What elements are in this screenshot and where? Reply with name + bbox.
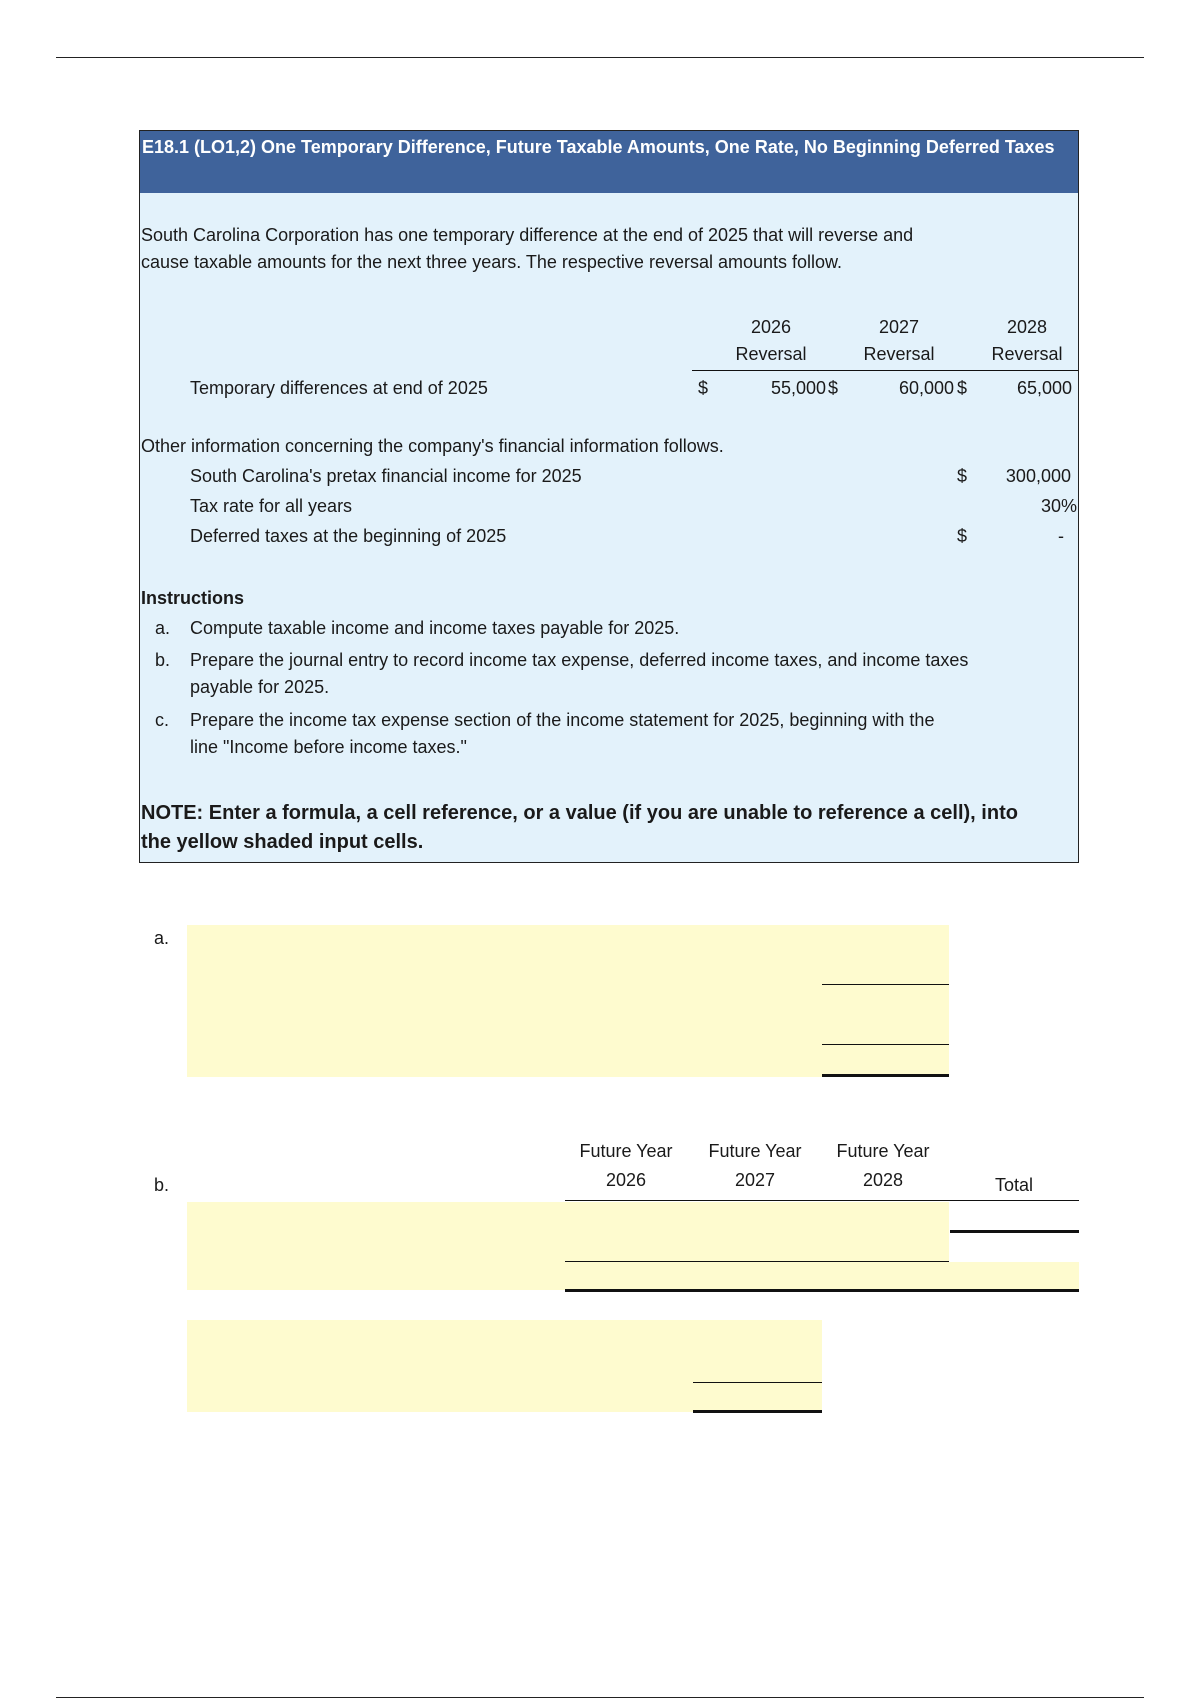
instruction-b-line-1: Prepare the journal entry to record income tax expense, deferred income taxes, and income taxes — [190, 650, 969, 670]
other-info-value-taxrate: 30% — [1040, 496, 1077, 516]
reversal-row-label: Temporary differences at end of 2025 — [190, 378, 488, 398]
problem-box — [139, 130, 1079, 863]
other-info-label-deferred: Deferred taxes at the beginning of 2025 — [190, 526, 507, 546]
part-b-col-2027-line-2: 2027 — [734, 1170, 776, 1190]
other-info-value-pretax: 300,000 — [1005, 466, 1071, 486]
instruction-b-line-2: payable for 2025. — [190, 677, 330, 697]
other-info-label-pretax: South Carolina's pretax financial income for 2025 — [190, 466, 582, 486]
top-rule — [56, 57, 1144, 58]
part-b-total-underline — [950, 1230, 1079, 1233]
reversal-header-underline — [692, 370, 1078, 371]
reversal-header-2028-label: Reversal — [991, 344, 1063, 364]
instruction-a-letter: a. — [155, 618, 171, 638]
reversal-header-2027-label: Reversal — [863, 344, 935, 364]
part-b-col-total: Total — [994, 1175, 1034, 1195]
instruction-c-letter: c. — [155, 710, 170, 730]
reversal-value-2028: 65,000 — [1016, 378, 1072, 398]
other-info-currency-pretax: $ — [957, 466, 968, 486]
part-b-total-input-cell[interactable] — [565, 1262, 1079, 1290]
part-a-input-area[interactable] — [187, 925, 949, 1077]
note-line-2: the yellow shaded input cells. — [141, 831, 424, 853]
note-line-1: NOTE: Enter a formula, a cell reference, or a value (if you are unable to reference a cell), into — [141, 802, 1018, 824]
reversal-currency-2027: $ — [828, 378, 839, 398]
instructions-heading: Instructions — [141, 588, 245, 608]
instruction-a-line-1: Compute taxable income and income taxes payable for 2025. — [190, 618, 680, 638]
other-info-heading: Other information concerning the company's financial information follows. — [141, 436, 724, 456]
part-a-double-underline — [822, 1074, 949, 1077]
reversal-header-2027-year: 2027 — [878, 317, 920, 337]
part-a-underline-1 — [822, 984, 949, 985]
reversal-value-2026: 55,000 — [770, 378, 826, 398]
part-b-second-double-underline — [693, 1410, 822, 1413]
instruction-c-line-2: line "Income before income taxes." — [190, 737, 467, 757]
reversal-header-2026-year: 2026 — [750, 317, 792, 337]
reversal-currency-2026: $ — [698, 378, 709, 398]
reversal-header-2028-year: 2028 — [1006, 317, 1048, 337]
part-b-col-2026-line-2: 2026 — [605, 1170, 647, 1190]
intro-line-1: South Carolina Corporation has one temporary difference at the end of 2025 that will reverse and — [141, 225, 914, 245]
reversal-header-2026-label: Reversal — [735, 344, 807, 364]
intro-line-2: cause taxable amounts for the next three years. The respective reversal amounts follow. — [141, 252, 843, 272]
part-b-letter: b. — [154, 1175, 170, 1195]
problem-title: E18.1 (LO1,2) One Temporary Difference, Future Taxable Amounts, One Rate, No Beginning Deferred Taxes — [140, 131, 1078, 193]
part-b-col-2028-line-2: 2028 — [862, 1170, 904, 1190]
other-info-currency-deferred: $ — [957, 526, 968, 546]
part-b-second-underline — [693, 1382, 822, 1383]
instruction-c-line-1: Prepare the income tax expense section of the income statement for 2025, beginning with the — [190, 710, 935, 730]
part-b-col-2026-line-1: Future Year — [579, 1141, 673, 1161]
part-b-col-2028-line-1: Future Year — [836, 1141, 930, 1161]
part-a-letter: a. — [154, 928, 170, 948]
part-a-underline-2 — [822, 1044, 949, 1045]
part-b-header-underline — [565, 1200, 1079, 1201]
instruction-b-letter: b. — [155, 650, 171, 670]
part-b-row-underline — [565, 1261, 949, 1262]
part-b-col-2027-line-1: Future Year — [708, 1141, 802, 1161]
reversal-value-2027: 60,000 — [898, 378, 954, 398]
bottom-rule — [56, 1697, 1144, 1698]
reversal-currency-2028: $ — [957, 378, 968, 398]
other-info-value-deferred: - — [1058, 526, 1064, 546]
part-b-second-input-area[interactable] — [187, 1320, 822, 1412]
part-b-double-underline — [565, 1289, 1079, 1292]
other-info-label-taxrate: Tax rate for all years — [190, 496, 353, 516]
